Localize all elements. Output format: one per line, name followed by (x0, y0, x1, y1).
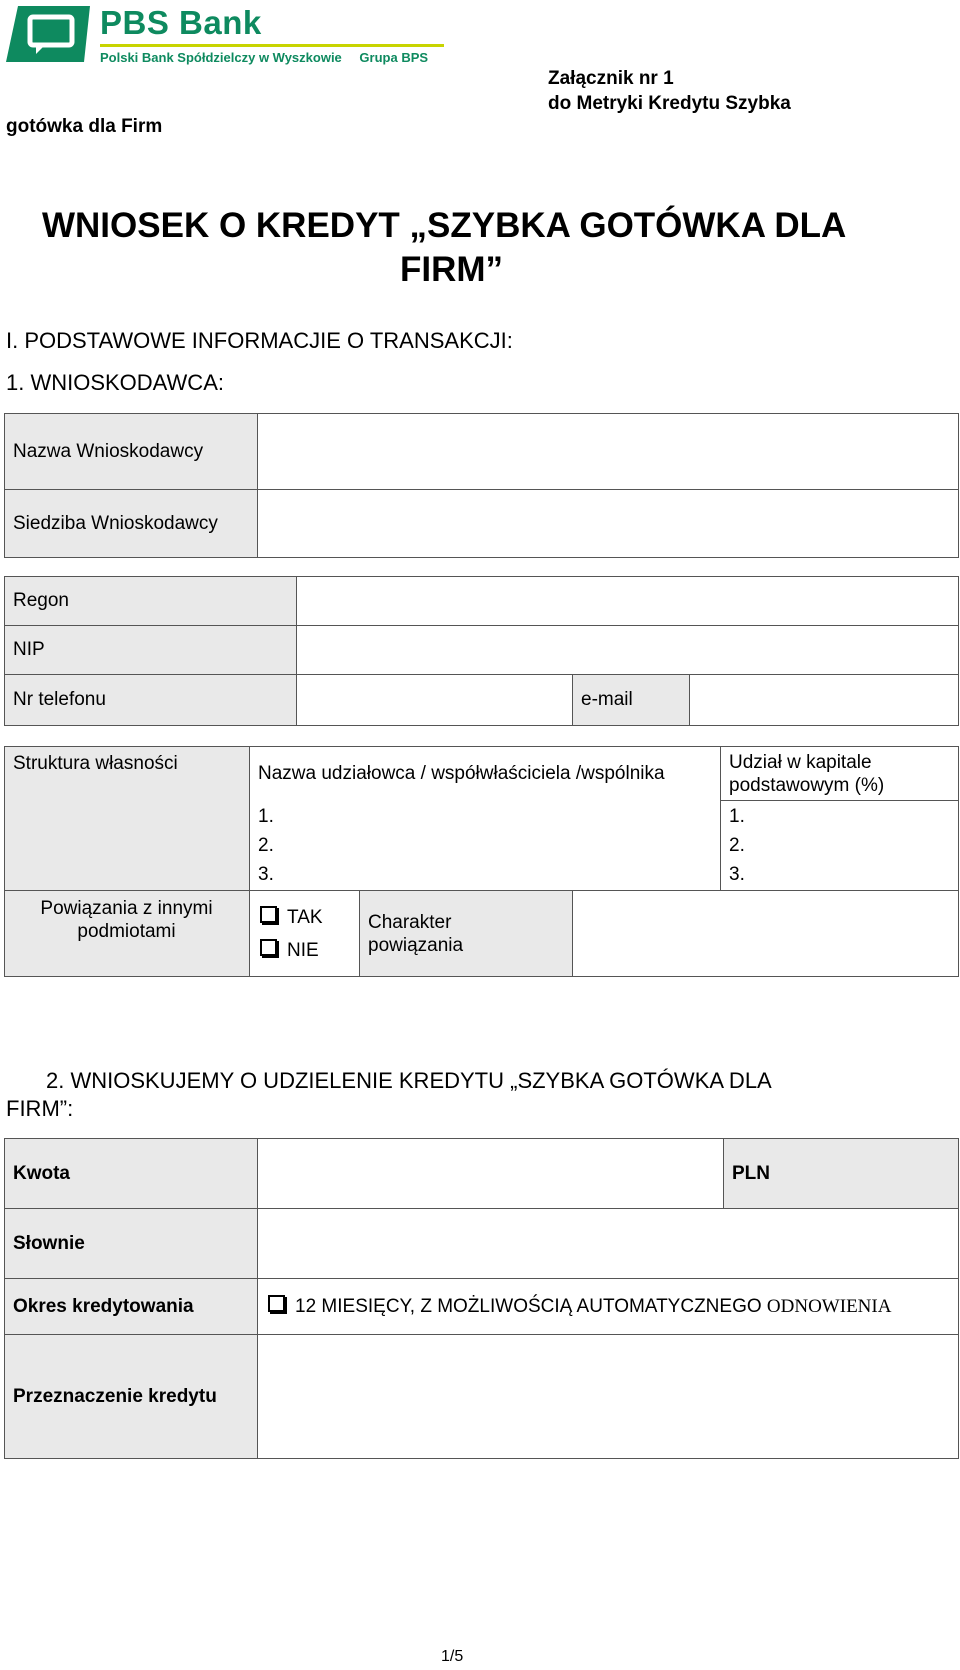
relation-type-field[interactable] (573, 891, 959, 977)
amount-field[interactable] (258, 1139, 724, 1209)
applicant-name-field[interactable] (258, 414, 959, 490)
share-list[interactable] (721, 801, 959, 891)
period-option-text: 12 MIESIĘCY, Z MOŻLIWOŚCIĄ AUTOMATYCZNEGO (295, 1295, 762, 1317)
in-words-label: Słownie (5, 1209, 258, 1279)
section-2-heading-line-1: 2. WNIOSKUJEMY O UDZIELENIE KREDYTU „SZYBKA GOTÓWKA DLA (46, 1068, 772, 1093)
shareholder-row-2: 2. (258, 834, 274, 856)
relations-yes-option[interactable] (260, 901, 358, 934)
page-title-line-1: WNIOSEK O KREDYT „SZYBKA GOTÓWKA DLA (42, 206, 847, 245)
period-option[interactable] (258, 1279, 959, 1335)
credit-table (4, 1138, 959, 1459)
attachment-line-1: Załącznik nr 1 (548, 68, 674, 89)
email-field[interactable] (690, 675, 959, 726)
page-title (0, 204, 960, 292)
relations-yes-label: TAK (287, 906, 323, 928)
relations-label-line-2: podmiotami (77, 921, 176, 942)
ownership-table (4, 746, 959, 977)
product-line: gotówka dla Firm (6, 116, 163, 137)
checkbox-icon[interactable] (260, 939, 277, 956)
shareholder-list[interactable] (250, 801, 721, 891)
applicant-name-label: Nazwa Wnioskodawcy (5, 414, 258, 490)
relations-no-label: NIE (287, 939, 319, 961)
page-number: 1/5 (441, 1648, 464, 1665)
applicant-seat-label: Siedziba Wnioskodawcy (5, 490, 258, 558)
relations-label-line-1: Powiązania z innymi (40, 898, 213, 919)
ownership-label: Struktura własności (5, 747, 250, 891)
relations-options (250, 891, 360, 977)
attachment-note (548, 66, 791, 116)
identifiers-table (4, 576, 959, 726)
in-words-field[interactable] (258, 1209, 959, 1279)
attachment-line-2: do Metryki Kredytu Szybka (548, 93, 791, 114)
applicant-name-table (4, 413, 959, 558)
share-row-3: 3. (729, 864, 745, 885)
period-option-text-renewal: ODNOWIENIA (766, 1295, 892, 1317)
phone-field[interactable] (297, 675, 573, 726)
page-title-line-2: FIRM” (400, 250, 504, 289)
relation-type-label (360, 891, 573, 977)
checkbox-icon[interactable] (268, 1295, 285, 1312)
shareholder-row-3: 3. (258, 863, 274, 885)
bank-logo-icon (6, 4, 90, 64)
nip-field[interactable] (297, 626, 959, 675)
section-1-heading: I. PODSTAWOWE INFORMACJIE O TRANSAKCJI: (6, 328, 513, 353)
section-2-heading (6, 1067, 956, 1123)
shareholder-header: Nazwa udziałowca / współwłaściciela /wspólnika (250, 747, 721, 801)
bank-name-underline (100, 44, 444, 47)
share-header (721, 747, 959, 801)
relations-no-option[interactable] (260, 934, 358, 967)
regon-label: Regon (5, 577, 297, 626)
purpose-field[interactable] (258, 1335, 959, 1459)
applicant-seat-field[interactable] (258, 490, 959, 558)
checkbox-icon[interactable] (260, 906, 277, 923)
currency-label: PLN (724, 1139, 959, 1209)
phone-label: Nr telefonu (5, 675, 297, 726)
shareholder-row-1: 1. (258, 805, 274, 827)
bank-subtitle (100, 50, 428, 65)
purpose-label: Przeznaczenie kredytu (5, 1335, 258, 1459)
relations-label (5, 891, 250, 977)
amount-label: Kwota (5, 1139, 258, 1209)
share-header-line-1: Udział w kapitale (729, 751, 872, 773)
bank-logo (6, 4, 446, 68)
bank-name: PBS Bank (100, 4, 262, 41)
bank-subtitle-name: Polski Bank Spółdzielczy w Wyszkowie (100, 50, 342, 65)
share-row-1: 1. (729, 806, 745, 827)
section-2-heading-line-2: FIRM”: (6, 1096, 74, 1121)
bank-subtitle-group: Grupa BPS (359, 50, 429, 65)
relation-type-line-2: powiązania (368, 934, 464, 956)
share-row-2: 2. (729, 835, 745, 856)
relation-type-line-1: Charakter (368, 911, 452, 933)
regon-field[interactable] (297, 577, 959, 626)
applicant-heading: 1. WNIOSKODAWCA: (6, 370, 224, 395)
nip-label: NIP (5, 626, 297, 675)
share-header-line-2: podstawowym (%) (729, 774, 885, 796)
period-label: Okres kredytowania (5, 1279, 258, 1335)
email-label: e-mail (573, 675, 690, 726)
